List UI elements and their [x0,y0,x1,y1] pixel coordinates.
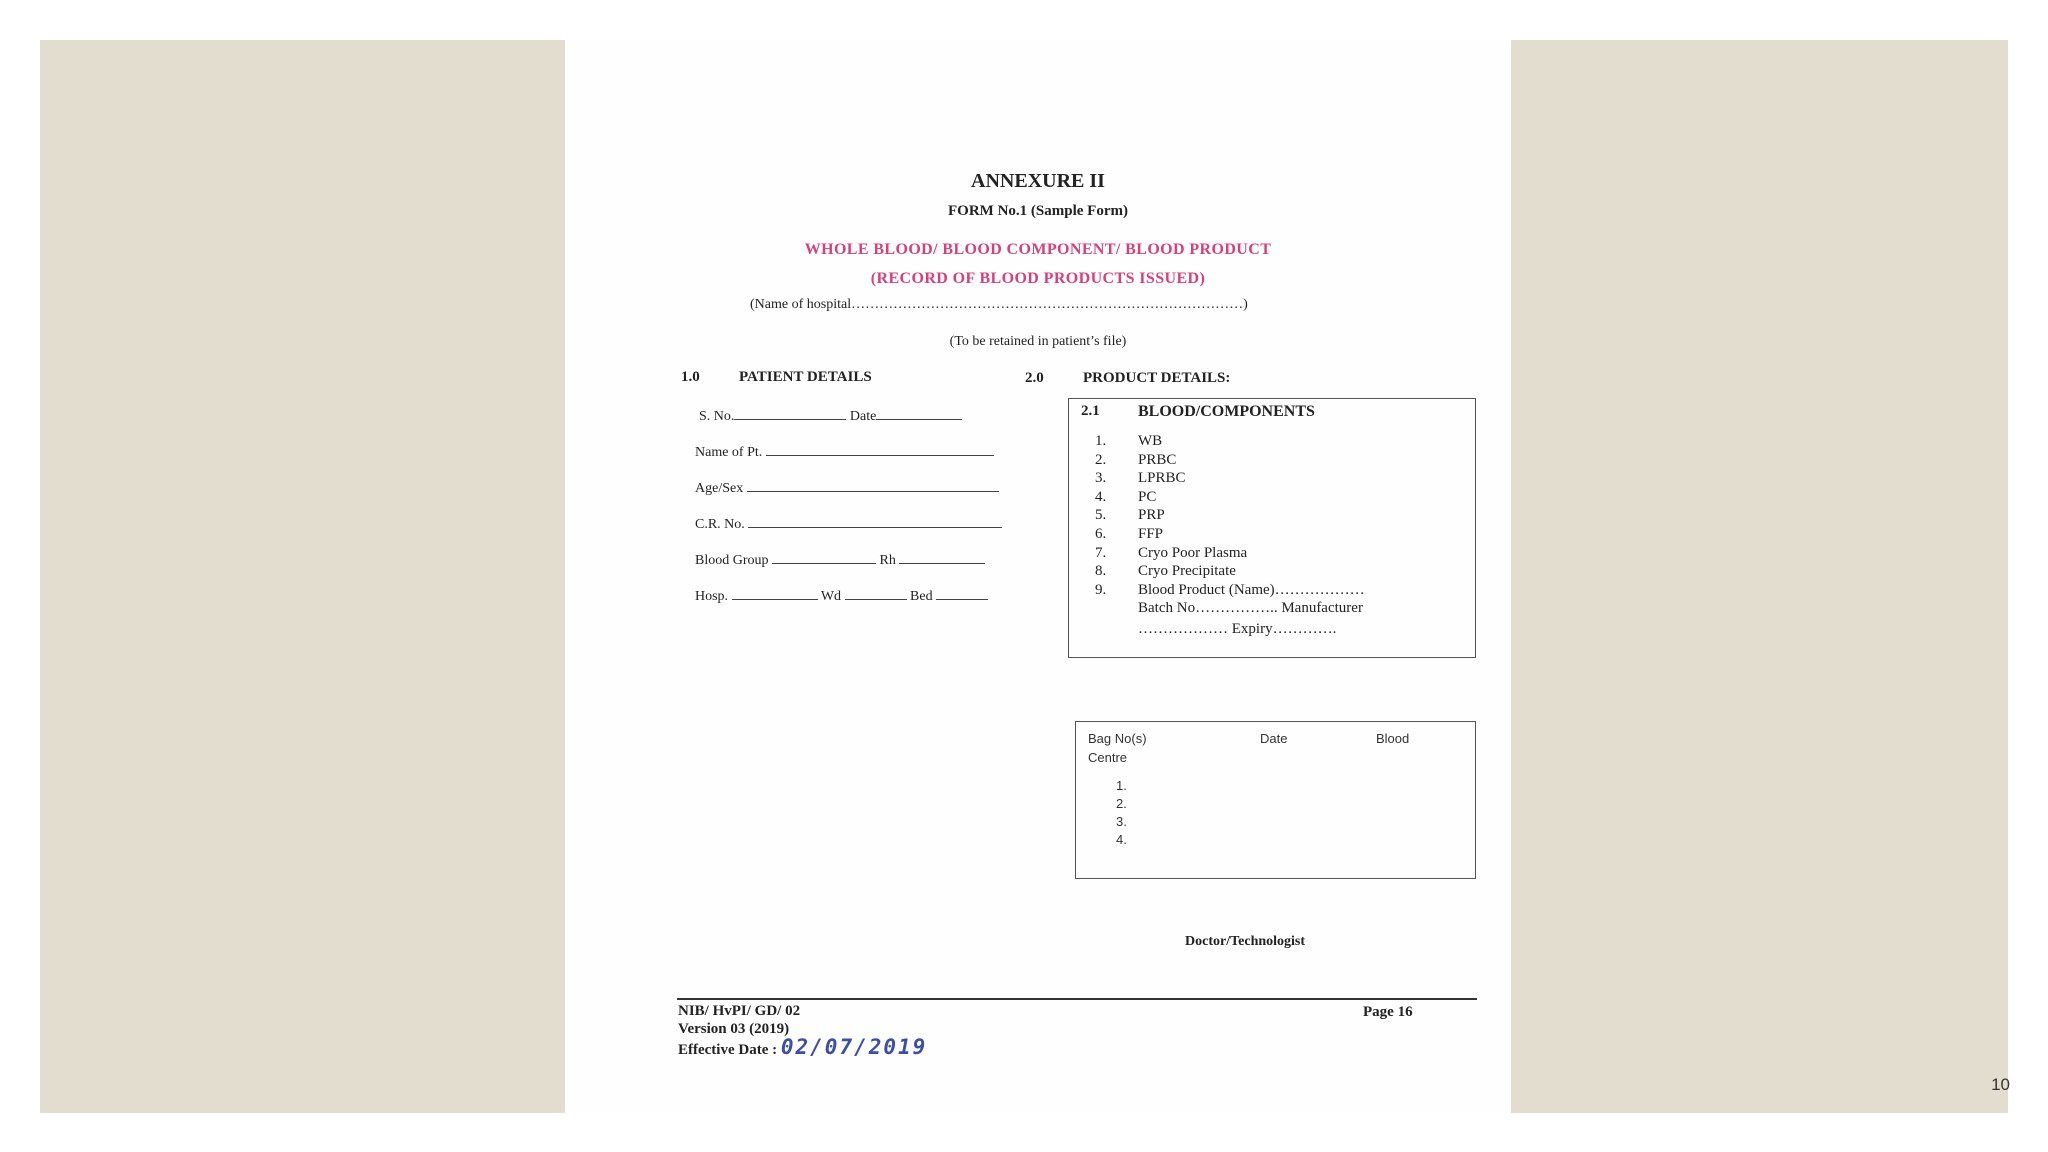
list-item-label: FFP [1138,525,1164,542]
list-item-label: Cryo Poor Plasma [1138,544,1248,561]
list-item-number: 5. [1095,507,1107,524]
bag-table-col1-wrap: Centre [1088,750,1128,765]
footer-rule [677,998,1477,1000]
list-item-label: PRBC [1138,451,1177,468]
list-item-label: PC [1138,488,1157,505]
bag-table-col3: Blood [1376,731,1410,746]
effective-date-field [678,1035,928,1059]
product-section-title: PRODUCT DETAILS: [1083,370,1231,386]
list-item-number: 9. [1095,581,1107,598]
age-sex-label: Age/Sex [695,481,744,496]
slide-page-number: 10 [1991,1075,2010,1094]
list-item [1095,506,1365,525]
list-item [1095,432,1365,451]
blood-group-field [695,549,985,569]
list-item-number: 7. [1095,544,1107,561]
patient-section-title: PATIENT DETAILS [739,369,872,385]
list-item-label: Cryo Precipitate [1138,563,1236,580]
expiry-line: ……………… Expiry…………. [1138,620,1337,637]
list-item-number: 3. [1095,470,1107,487]
age-sex-blank [747,477,999,492]
list-item-number: 8. [1095,563,1107,580]
table-row: 2. [1116,796,1127,811]
cr-no-blank [748,513,1002,528]
date-label: Date [849,409,877,424]
patient-name-label: Name of Pt. [695,445,763,460]
rh-blank [899,549,985,564]
product-section-number: 2.0 [1025,370,1044,386]
form-label: FORM No.1 (Sample Form) [948,203,1128,219]
components-sub-number: 2.1 [1081,403,1100,419]
page-number-label: Page 16 [1363,1004,1413,1020]
list-item-label: LPRBC [1138,470,1186,487]
hospital-name-line: (Name of hospital…………………………………………………………………………) [750,297,1248,312]
retain-note: (To be retained in patient’s file) [949,334,1127,349]
rh-label: Rh [879,553,896,568]
blood-group-blank [772,549,876,564]
sno-blank [734,405,846,420]
list-item-label: Blood Product (Name)……………… [1138,581,1365,598]
patient-section-number: 1.0 [681,369,700,385]
patient-name-blank [766,441,994,456]
blood-components-box [1068,398,1476,658]
bag-table-rows [1116,777,1127,849]
cr-no-label: C.R. No. [695,517,745,532]
bag-table-box [1075,721,1476,879]
list-item [1095,581,1365,600]
hosp-blank [732,585,818,600]
bed-blank [936,585,988,600]
form-heading-line2: (RECORD OF BLOOD PRODUCTS ISSUED) [870,270,1206,287]
list-item-label: WB [1138,433,1163,449]
annexure-title: ANNEXURE II [971,170,1105,192]
ward-blank [845,585,907,600]
footer-info [678,1002,927,1059]
list-item-number: 4. [1095,488,1107,505]
bag-table-col2: Date [1260,731,1288,746]
version: Version 03 (2019) [678,1021,790,1037]
document-page [565,40,1511,1113]
sno-label: S. No. [699,409,735,424]
signatory-label: Doctor/Technologist [1185,934,1306,949]
table-row: 4. [1116,832,1127,847]
sno-field [699,405,962,425]
age-sex-field [695,477,999,497]
list-item-number: 2. [1095,451,1107,468]
effective-date-value: 02/07/2019 [780,1035,928,1059]
list-item-number: 1. [1095,433,1107,449]
list-item [1095,451,1365,470]
list-item [1095,488,1365,507]
list-item [1095,525,1365,544]
list-item-label: PRP [1138,507,1165,524]
table-row: 1. [1116,778,1127,793]
date-blank [876,405,962,420]
hosp-field [695,585,988,605]
patient-name-field [695,441,994,461]
ward-label: Wd [820,589,842,604]
batch-line: Batch No…………….. Manufacturer [1138,600,1363,617]
bag-table-col1: Bag No(s) [1088,731,1147,746]
bed-label: Bed [910,589,933,604]
list-item [1095,544,1365,563]
components-list [1095,432,1365,639]
cr-no-field [695,513,1002,533]
doc-id: NIB/ HvPI/ GD/ 02 [678,1003,801,1019]
list-item-number: 6. [1095,525,1107,542]
list-item [1095,562,1365,581]
effective-date-label: Effective Date : [678,1042,778,1058]
components-sub-title: BLOOD/COMPONENTS [1138,403,1315,420]
form-heading-line1: WHOLE BLOOD/ BLOOD COMPONENT/ BLOOD PRODUCT [804,241,1272,258]
list-item [1095,469,1365,488]
hosp-label: Hosp. [695,589,729,604]
table-row: 3. [1116,814,1127,829]
blood-group-label: Blood Group [695,553,769,568]
